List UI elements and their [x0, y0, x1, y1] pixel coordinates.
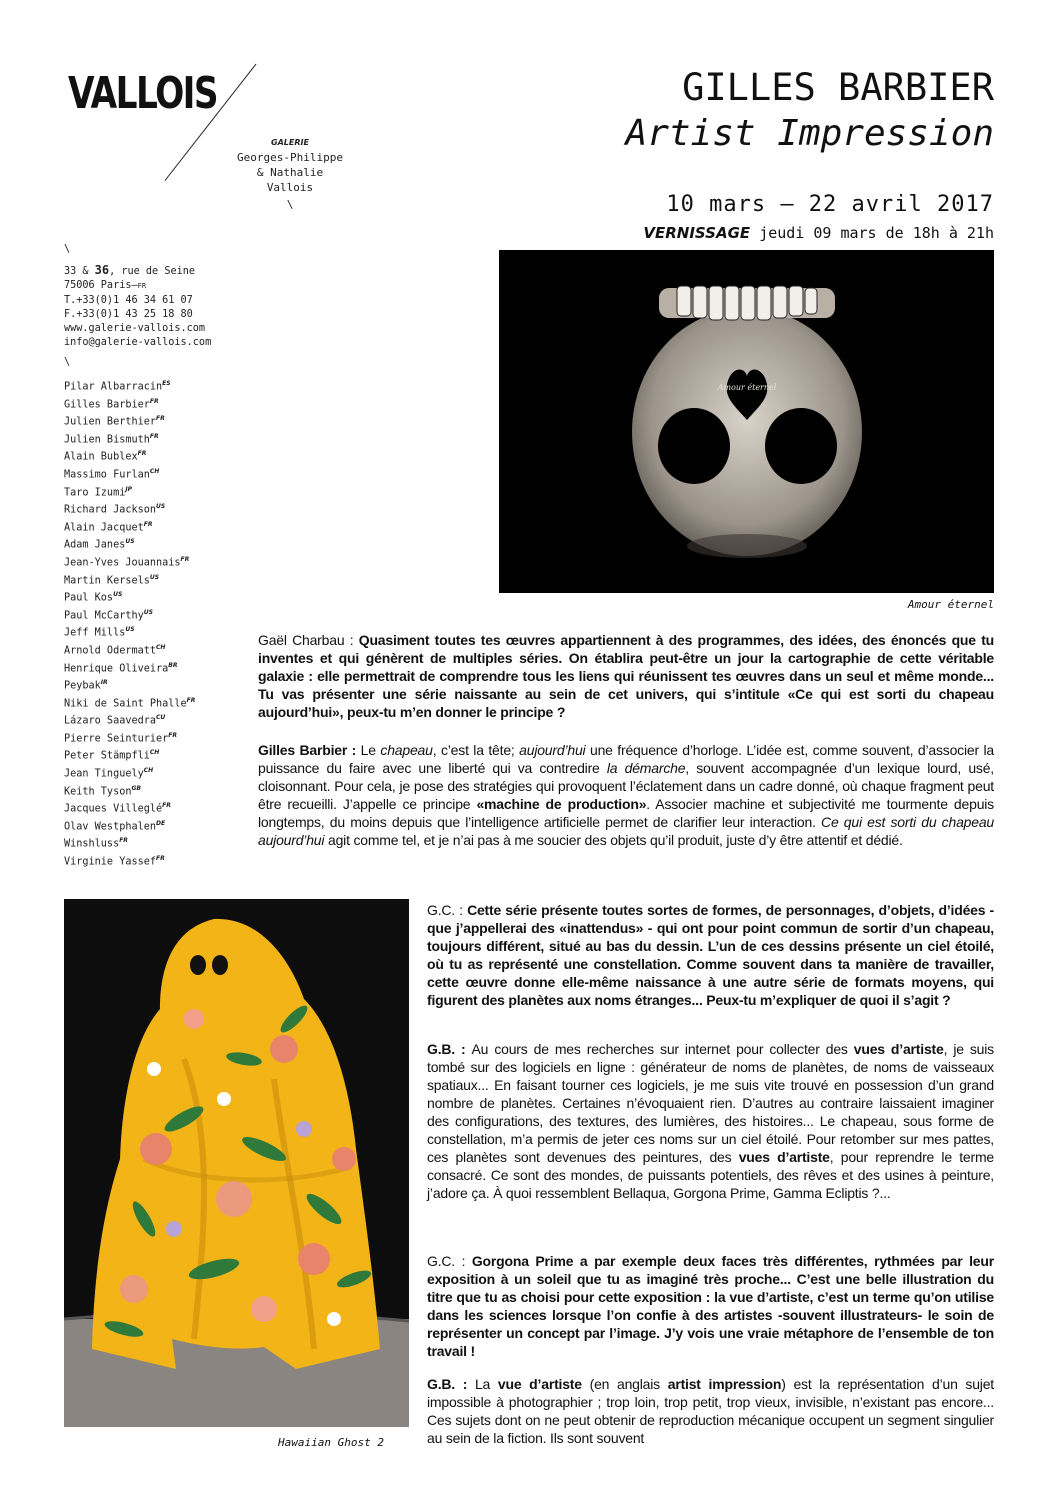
question-text: Quasiment toutes tes œuvres appartiennent à des programmes, des idées, des énoncés que tu inventes et qui génèrent de multiples séries. On établira peut-être un jour la cartographie de cette véritable galaxie : elle permettrait de comprendre tous les liens qui réunissent tes œuvres dans un seul et même monde... Tu vas présenter une série naissante au sein de cet univers, qui s’intitule «Ce qui est sorti du chapeau aujourd’hui», peux-tu m’en donner le principe ? [258, 632, 995, 720]
artist-name: Julien Bismuth [64, 434, 150, 446]
artist-list-item [64, 535, 195, 553]
artist-name: Martin Kersels [64, 574, 150, 586]
artist-country-code: US [149, 573, 160, 581]
vernissage-text: jeudi 09 mars de 18h à 21h [759, 224, 994, 242]
speaker: G.B. : [427, 1376, 475, 1392]
artist-name: Niki de Saint Phalle [64, 698, 187, 710]
city-code: FR [137, 282, 147, 291]
caption-hawaiian-ghost: Hawaiian Ghost 2 [278, 1436, 384, 1449]
artist-list-item [64, 606, 195, 624]
artist-country-code: FR [186, 696, 196, 704]
artist-list-item [64, 412, 195, 430]
answer-text: , c’est la tête; [432, 742, 520, 758]
artist-country-code: FR [149, 397, 159, 405]
artist-list-item [64, 782, 195, 800]
city-line [64, 279, 211, 293]
question-1 [258, 631, 994, 721]
answer-3 [427, 1375, 994, 1447]
artist-list-item [64, 764, 195, 782]
artist-name: Pierre Seinturier [64, 733, 169, 745]
artist-name: Richard Jackson [64, 504, 157, 516]
artist-name: Keith Tyson [64, 786, 132, 798]
artist-country-code: IR [100, 679, 108, 687]
vernissage-line [643, 224, 994, 242]
artist-country-code: ES [162, 380, 171, 387]
email-link[interactable]: info@galerie-vallois.com [64, 337, 212, 349]
answer-text: , je suis tombé sur des logiciels en ligne : générateur de noms de planètes, de noms de vaisseaux spatiaux... En faisant tourner ces logiciels, je me suis vite trouvé en possession d’un grand nombre de planètes. Certaines n’évoquaient rien. D’autres au contraire laissaient imaginer des configurations, des textures, des lumières, des histoires... Le chapeau, sous forme de constellation, m’a permis de jeter ces noms sur un ciel étoilé. Pour retomber sur mes pattes, ces planètes sont devenues des peintures, des [427, 1041, 994, 1165]
artwork-hawaiian-ghost-image [64, 899, 409, 1427]
address-number: 36 [94, 263, 110, 278]
answer-text: , pour reprendre le terme consacré. Ce sont des mondes, de puissants potentiels, des rêves et des usines à peinture, j’adore ça. À quoi ressemblent Bellaqua, Gorgona Prime, Gamma Ecliptis ?... [427, 1149, 994, 1201]
artist-list-item [64, 746, 195, 764]
artist-name: Arnold Odermatt [64, 645, 157, 657]
answer-text: . Associer machine et subjectivité me tourmente depuis longtemps, du moins depuis que l’intelligence artificielle permet de clarifier leur interaction. [258, 796, 994, 830]
answer-text: , souvent accompagnée d’un lexique lourd, usé, cloisonnant. Pour cela, je pose des stratégies qui provoquent l’éclatement dans un cadre donné, où chaque fragment peut être recueilli. J’appelle ce principe [258, 760, 994, 812]
artist-list-item [64, 799, 195, 817]
artist-name: Gilles Barbier [64, 398, 150, 410]
speaker: G.B. : [427, 1041, 472, 1057]
artist-country-code: FR [162, 802, 171, 810]
question-text: Gorgona Prime a par exemple deux faces très différentes, rythmées par leur exposition à un soleil que tu as imaginé très proche... C’est une belle illustration du titre que tu as choisi pour cette exposition : la vue d’artiste, c’est un terme qu’on utilise dans les sciences lorsque l’on confie à des artistes -souvent illustrateurs- le soin de représenter un concept par l’image. J’y vois une vraie métaphore de l’ensemble de ton travail ! [427, 1253, 994, 1359]
artist-country-code: DE [156, 819, 166, 827]
artist-name: Massimo Furlan [64, 469, 150, 481]
galerie-label: GALERIE [271, 138, 309, 147]
answer-italic: chapeau [380, 742, 433, 758]
artist-country-code: CH [149, 749, 160, 757]
artist-country-code: CU [156, 714, 166, 722]
artist-list-item [64, 465, 195, 483]
answer-bold: vue d’artiste [497, 1376, 582, 1392]
artist-country-code: US [156, 503, 166, 511]
ghost-illustration [64, 899, 409, 1427]
skull-illustration [499, 250, 994, 593]
artist-list-item [64, 571, 195, 589]
artist-country-code: FR [168, 731, 177, 739]
speaker: Gilles Barbier : [258, 742, 361, 758]
contact-mark: \ [64, 357, 71, 369]
artist-name: Paul McCarthy [64, 610, 144, 622]
address-line [64, 263, 211, 279]
artist-name: Jean Tinguely [64, 768, 144, 780]
artist-list-item [64, 395, 195, 413]
speaker: G.C. : [427, 1253, 472, 1269]
answer-italic: Ce qui est sorti du chapeau aujourd’hui [258, 814, 994, 848]
artist-name: Adam Janes [64, 539, 126, 551]
artist-name: Pilar Albarracin [64, 381, 163, 393]
answer-bold: «machine de production» [476, 796, 647, 812]
artist-list-item [64, 641, 195, 659]
artist-country-code: FR [143, 520, 153, 528]
artist-country-code: JP [125, 485, 132, 493]
artist-name: Peybak [64, 680, 101, 692]
artist-country-code: FR [119, 837, 128, 845]
artist-list-item [64, 817, 195, 835]
exhibition-dates: 10 mars – 22 avril 2017 [666, 192, 994, 217]
artist-name: Jeff Mills [64, 627, 126, 639]
speaker: Gaël Charbau : [258, 632, 359, 648]
artist-country-code: GB [131, 784, 141, 792]
artist-list-item [64, 500, 195, 518]
artist-country-code: FR [149, 432, 159, 440]
answer-text: agit comme tel, et je n’ai pas à me soucier des objets qu’il produit, juste d’y être attentif et dédié. [324, 832, 903, 848]
artist-name: Lázaro Saavedra [64, 715, 157, 727]
artist-list-item [64, 430, 195, 448]
address-suffix: , rue de Seine [109, 266, 195, 278]
artist-list-item [64, 694, 195, 712]
artist-name: Julien Berthier [64, 416, 157, 428]
artist-name: Virginie Yassef [64, 856, 157, 868]
artist-name: Taro Izumi [64, 486, 126, 498]
artist-name: Olav Westphalen [64, 821, 157, 833]
artist-list-item [64, 377, 195, 395]
answer-text: ) est la représentation d’un sujet impossible à photographier ; trop loin, trop petit, trop vieux, invisible, n’existant pas encore... Ces sujets dont on ne peut obtenir de reproduction mécanique occupent un segment singulier au sein de la fiction. Ils sont souvent [427, 1376, 994, 1446]
artist-list-item [64, 659, 195, 677]
artist-list-item [64, 676, 195, 694]
artist-country-code: FR [156, 415, 165, 423]
artist-country-code: FR [137, 450, 147, 458]
gallery-logo: VALLOIS [68, 68, 218, 119]
answer-2 [427, 1040, 994, 1202]
galerie-line: & Nathalie [256, 166, 324, 179]
artist-list-item [64, 553, 195, 571]
answer-italic: la démarche [606, 760, 686, 776]
answer-text: une fréquence d’horloge. L’idée est, comme souvent, d’associer la puissance du faire avec une liberté qui va contredire [258, 742, 994, 776]
answer-text: Le [360, 742, 381, 758]
exhibition-title: Artist Impression [625, 113, 994, 154]
artist-country-code: BR [168, 661, 178, 669]
artist-name: Jean-Yves Jouannais [64, 557, 181, 569]
artist-country-code: CH [149, 467, 160, 475]
artist-name: Paul Kos [64, 592, 114, 604]
website-link[interactable]: www.galerie-vallois.com [64, 323, 206, 335]
artist-country-code: FR [156, 855, 165, 863]
artist-country-code: FR [180, 555, 190, 563]
speaker: G.C. : [427, 902, 468, 918]
artist-name: Henrique Oliveira [64, 662, 169, 674]
skull-inscription: Amour éternel [717, 383, 777, 392]
artist-name: Peter Stämpfli [64, 750, 150, 762]
artist-country-code: US [125, 538, 135, 546]
phone: T.+33(0)1 46 34 61 07 [64, 294, 193, 306]
gallery-owner-block [228, 135, 352, 212]
answer-bold: vues d’artiste [853, 1041, 944, 1057]
artist-list-item [64, 834, 195, 852]
artist-country-code: US [125, 626, 135, 634]
artist-list [64, 377, 195, 870]
vernissage-label: VERNISSAGE [643, 224, 751, 242]
answer-text: La [474, 1376, 498, 1392]
artist-list-item [64, 588, 195, 606]
answer-text: (en anglais [581, 1376, 668, 1392]
answer-bold: vues d’artiste [738, 1149, 830, 1165]
artist-list-item [64, 852, 195, 870]
artist-name: Winshluss [64, 838, 120, 850]
artist-list-item [64, 729, 195, 747]
artist-country-code: US [113, 591, 123, 599]
contact-block [64, 244, 212, 371]
artist-country-code: US [143, 608, 153, 616]
caption-amour-eternel: Amour éternel [907, 598, 994, 611]
artist-list-item [64, 623, 195, 641]
artist-list-item [64, 711, 195, 729]
question-3 [427, 1252, 994, 1360]
artist-list-item [64, 483, 195, 501]
artwork-amour-eternel-image [499, 250, 994, 593]
question-2 [427, 901, 994, 1009]
artist-list-item [64, 447, 195, 465]
answer-italic: aujourd’hui [519, 742, 586, 758]
artist-list-item [64, 518, 195, 536]
galerie-line: Vallois [266, 181, 314, 194]
question-text: Cette série présente toutes sortes de formes, de personnages, d’objets, d’idées - que j’appellerai des «inattendus» - qui ont pour point commun de sortir d’un chapeau, toujours différent, situé au bas du dessin. L’un de ces dessins présente un ciel étoilé, où tu as représenté une constellation. Comme souvent dans ta manière de travailler, cette œuvre donne elle-même naissance à une autre série de formats moyens, qui figurent des planètes aux noms étranges... Peux-tu m’expliquer de quoi il s’agit ? [427, 902, 994, 1008]
artist-name: Alain Jacquet [64, 522, 144, 534]
galerie-line: Georges-Philippe [237, 151, 343, 164]
artist-country-code: CH [143, 767, 154, 775]
artist-name: GILLES BARBIER [682, 66, 994, 109]
city: 75006 Paris— [64, 280, 138, 292]
answer-1 [258, 741, 994, 849]
answer-bold: artist impression [667, 1376, 782, 1392]
fax: F.+33(0)1 43 25 18 80 [64, 308, 193, 320]
galerie-mark: \ [286, 198, 294, 211]
answer-text: Au cours de mes recherches sur internet pour collecter des [471, 1041, 854, 1057]
address-prefix: 33 & [64, 266, 95, 278]
contact-mark: \ [64, 244, 71, 255]
artist-name: Alain Bublex [64, 451, 138, 463]
artist-name: Jacques Villeglé [64, 803, 163, 815]
artist-country-code: CH [156, 643, 166, 651]
